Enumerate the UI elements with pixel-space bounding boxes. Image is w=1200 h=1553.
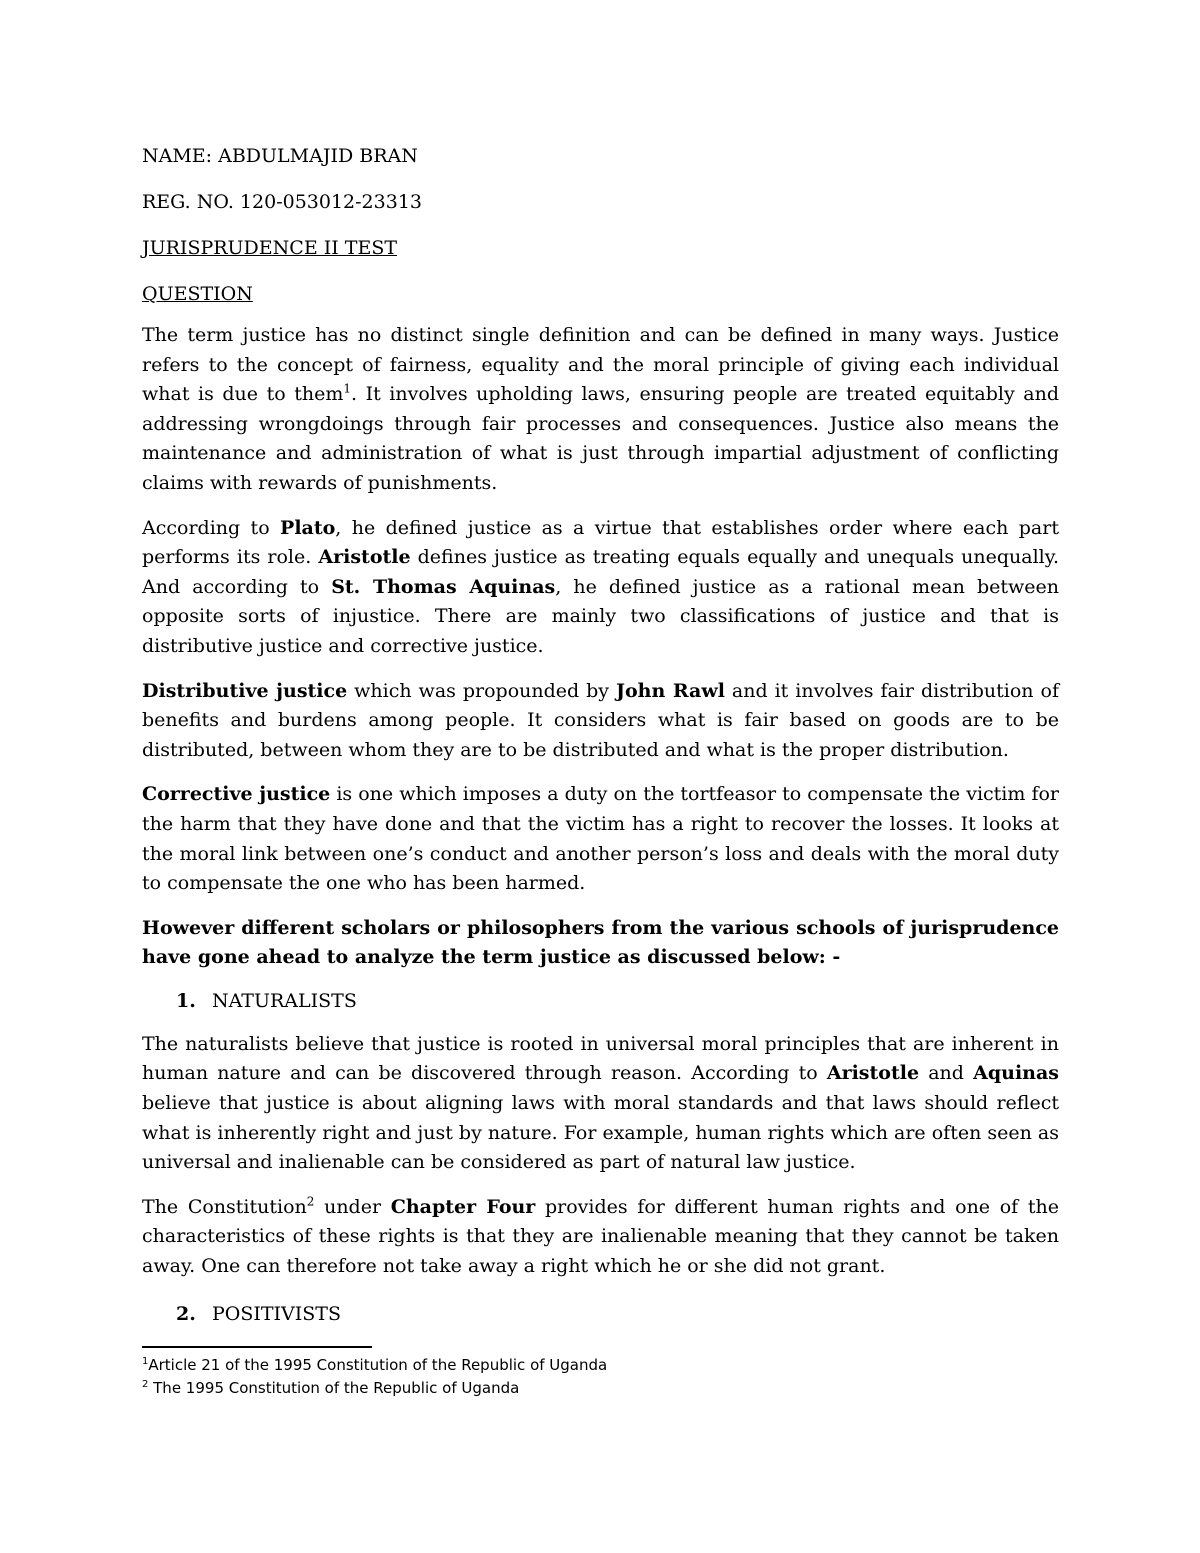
paragraph-corrective-justice	[142, 780, 1059, 898]
paragraph-text: is one which imposes a duty on the tortfeasor to compensate the victim for the harm that they have done and that the victim has a right to recover the losses. It looks at the moral link between one’s conduct and another person’s loss and deals with the moral duty to compensate the one who has been harmed.	[142, 783, 1060, 895]
paragraph-text: , he defined justice as a virtue that establishes order where each part performs its role.	[142, 516, 1059, 569]
bold-name: Plato	[280, 516, 336, 539]
student-name: NAME: ABDULMAJID BRAN	[142, 145, 418, 167]
paragraph-philosophers	[142, 514, 1059, 662]
footnote-reference: 1	[343, 381, 351, 396]
section-heading-positivists	[176, 1300, 1059, 1329]
question-label: QUESTION	[142, 283, 253, 305]
footnote-2	[142, 1377, 1059, 1400]
paragraph-distributive-justice	[142, 677, 1059, 766]
paragraph-text: and it involves fair distribution of benefits and burdens among people. It considers what is fair based on goods are to be distributed, between whom they are to be distributed and what is the proper distribution.	[142, 679, 1059, 761]
footnote-mark: 1	[142, 1356, 149, 1367]
paragraph-text: The term justice has no distinct single definition and can be defined in many ways. Justice refers to the concept of fairness, equality and the moral principle of giving each individual what is due to them	[142, 324, 1059, 406]
section-title: NATURALISTS	[212, 989, 357, 1012]
bold-name: Aristotle	[826, 1062, 920, 1085]
paragraph-text: defines justice as treating equals equally and unequals unequally. And according to	[142, 546, 1059, 598]
paragraph-text: The Constitution	[142, 1195, 307, 1218]
bold-term: Chapter Four	[390, 1195, 536, 1218]
paragraph-constitution	[142, 1193, 1059, 1282]
paragraph-text: The naturalists believe that justice is rooted in universal moral principles that are inherent in human nature and can be discovered through reason. According to	[142, 1032, 1059, 1085]
paragraph-justice-definition	[142, 321, 1059, 499]
footnote-text: The 1995 Constitution of the Republic of Uganda	[148, 1379, 520, 1397]
paragraph-text: According to	[142, 516, 281, 539]
section-number: 2.	[176, 1302, 196, 1325]
paragraph-text: . It involves upholding laws, ensuring people are treated equitably and addressing wrongdoings through fair processes and consequences. Justice also means the maintenance and administration of what is just through impartial adjustment of conflicting claims with rewards of punishments.	[142, 383, 1059, 494]
footnote-text: Article 21 of the 1995 Constitution of the Republic of Uganda	[148, 1356, 608, 1374]
paragraph-text: provides for different human rights and one of the characteristics of these rights is that they are inalienable meaning that they cannot be taken away. One can therefore not take away a right which he or she did not grant.	[142, 1195, 1059, 1278]
document-body	[142, 142, 1059, 1343]
section-title: POSITIVISTS	[212, 1302, 341, 1325]
paragraph-text: which was propounded by	[347, 679, 616, 702]
section-heading-naturalists	[176, 987, 1059, 1016]
test-title: JURISPRUDENCE II TEST	[142, 237, 398, 259]
paragraph-text: and	[919, 1062, 974, 1085]
bold-name: Aquinas	[973, 1062, 1059, 1085]
paragraph-text: , he defined justice as a rational mean between opposite sorts of injustice. There are mainly two classifications of justice and that is distributive justice and corrective justice.	[142, 575, 1059, 657]
registration-number: REG. NO. 120-053012-23313	[142, 191, 422, 213]
footnote-mark: 2	[142, 1379, 149, 1390]
footnote-1	[142, 1354, 1059, 1377]
section-number: 1.	[176, 989, 196, 1012]
footnote-separator	[142, 1346, 372, 1348]
bold-name: Aristotle	[318, 546, 411, 569]
bold-name: John Rawl	[616, 679, 725, 702]
bold-name: St. Thomas Aquinas	[331, 575, 556, 598]
paragraph-naturalists	[142, 1030, 1059, 1178]
footnotes	[142, 1346, 1059, 1400]
paragraph-scholars-intro: However different scholars or philosophers from the various schools of jurisprudence have gone ahead to analyze the term justice as discussed below: -	[142, 916, 1059, 969]
paragraph-text: believe that justice is about aligning laws with moral standards and that laws should reflect what is inherently right and just by nature. For example, human rights which are often seen as universal and inalienable can be considered as part of natural law justice.	[142, 1092, 1059, 1174]
paragraph-text: under	[314, 1195, 391, 1218]
bold-term: Distributive justice	[142, 679, 348, 702]
bold-term: Corrective justice	[142, 783, 331, 806]
footnote-reference: 2	[306, 1194, 315, 1209]
